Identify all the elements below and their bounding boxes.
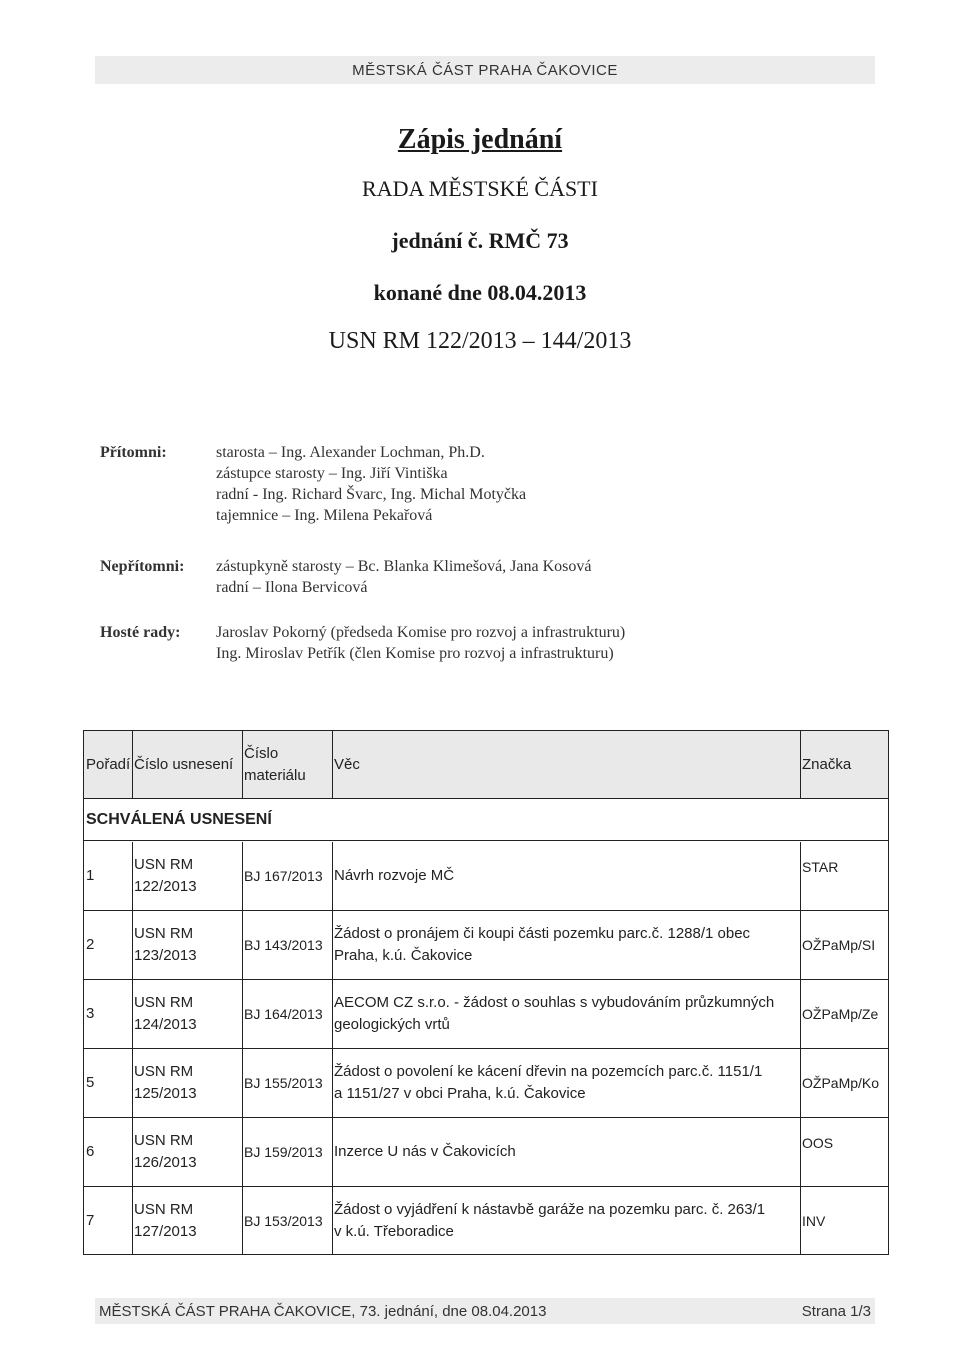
session-number: jednání č. RMČ 73: [391, 228, 569, 253]
table-row: [84, 842, 888, 911]
row-material-number: BJ 159/2013: [244, 1144, 323, 1160]
table-body: [84, 842, 888, 1254]
page-footer: [95, 1298, 875, 1324]
row-subject: Návrh rozvoje MČ: [334, 867, 455, 884]
row-resolution-number: USN RM 124/2013: [134, 994, 197, 1033]
guest-person: Jaroslav Pokorný (předseda Komise pro rozvoj a infrastrukturu): [216, 624, 626, 641]
header-subject: Věc: [334, 756, 360, 773]
absent-label: Nepřítomni:: [100, 558, 185, 575]
header-resolution-number: Číslo usnesení: [134, 756, 234, 773]
row-order: 5: [86, 1074, 95, 1091]
row-resolution-number: USN RM 125/2013: [134, 1063, 197, 1102]
row-mark: OOS: [802, 1135, 834, 1151]
row-mark: STAR: [802, 859, 839, 875]
present-person: radní - Ing. Richard Švarc, Ing. Michal Motyčka: [216, 486, 527, 503]
page-header: [95, 56, 875, 84]
row-order: 7: [86, 1212, 95, 1229]
guest-person: Ing. Miroslav Petřík (člen Komise pro rozvoj a infrastrukturu): [216, 645, 614, 662]
row-order: 3: [86, 1005, 95, 1022]
row-material-number: BJ 167/2013: [244, 868, 323, 884]
guests-label: Hosté rady:: [100, 624, 181, 641]
present-person: starosta – Ing. Alexander Lochman, Ph.D.: [216, 444, 485, 461]
absent-person: radní – Ilona Bervicová: [216, 579, 368, 596]
table-row: [84, 911, 888, 980]
row-material-number: BJ 155/2013: [244, 1075, 323, 1091]
row-resolution-number: USN RM 127/2013: [134, 1201, 197, 1240]
row-order: 1: [86, 867, 95, 884]
table-row: [84, 1118, 888, 1187]
council-title: RADA MĚSTSKÉ ČÁSTI: [362, 176, 598, 201]
row-mark: OŽPaMp/Ze: [802, 1006, 879, 1022]
row-order: 6: [86, 1143, 95, 1160]
title-block: [0, 118, 960, 162]
row-resolution-number: USN RM 126/2013: [134, 1132, 197, 1171]
present-person: zástupce starosty – Ing. Jiří Vintiška: [216, 465, 448, 482]
resolution-range: USN RM 122/2013 – 144/2013: [328, 328, 632, 354]
header-order: Pořadí: [86, 756, 131, 773]
absent-person: zástupkyně starosty – Bc. Blanka Klimešová, Jana Kosová: [216, 558, 592, 575]
row-material-number: BJ 143/2013: [244, 937, 323, 953]
header-org: MĚSTSKÁ ČÁST PRAHA ČAKOVICE: [352, 61, 618, 79]
row-subject: Žádost o vyjádření k nástavbě garáže na pozemku parc. č. 263/1 v k.ú. Třeboradice: [334, 1201, 766, 1240]
footer-org-date: MĚSTSKÁ ČÁST PRAHA ČAKOVICE, 73. jednání, dne 08.04.2013: [99, 1302, 547, 1320]
header-material-number: Číslo materiálu: [244, 744, 306, 784]
present-label: Přítomni:: [100, 444, 167, 461]
resolutions-table: [83, 730, 889, 1255]
row-subject: Žádost o pronájem či koupi části pozemku parc.č. 1288/1 obec Praha, k.ú. Čakovice: [334, 925, 751, 964]
row-resolution-number: USN RM 123/2013: [134, 925, 197, 964]
document-title: Zápis jednání: [397, 124, 563, 155]
row-material-number: BJ 164/2013: [244, 1006, 323, 1022]
present-person: tajemnice – Ing. Milena Pekařová: [216, 507, 433, 524]
header-mark: Značka: [802, 756, 852, 773]
table-row: [84, 980, 888, 1049]
row-material-number: BJ 153/2013: [244, 1213, 323, 1229]
row-mark: OŽPaMp/Ko: [802, 1075, 880, 1091]
row-subject: Žádost o povolení ke kácení dřevin na pozemcích parc.č. 1151/1 a 1151/27 v obci Praha, k.ú. Čakovice: [334, 1063, 763, 1102]
page-number: Strana 1/3: [801, 1302, 871, 1320]
row-mark: OŽPaMp/SI: [802, 937, 876, 953]
row-subject: Inzerce U nás v Čakovicích: [334, 1143, 516, 1160]
row-mark: INV: [802, 1213, 826, 1229]
row-resolution-number: USN RM 122/2013: [134, 856, 197, 895]
table-row: [84, 1187, 888, 1255]
table-row: [84, 1049, 888, 1118]
row-subject: AECOM CZ s.r.o. - žádost o souhlas s vybudováním průzkumných geologických vrtů: [334, 994, 775, 1033]
section-approved: SCHVÁLENÁ USNESENÍ: [84, 799, 888, 841]
session-date: konané dne 08.04.2013: [373, 280, 587, 305]
table-header: [84, 731, 888, 799]
row-order: 2: [86, 936, 95, 953]
